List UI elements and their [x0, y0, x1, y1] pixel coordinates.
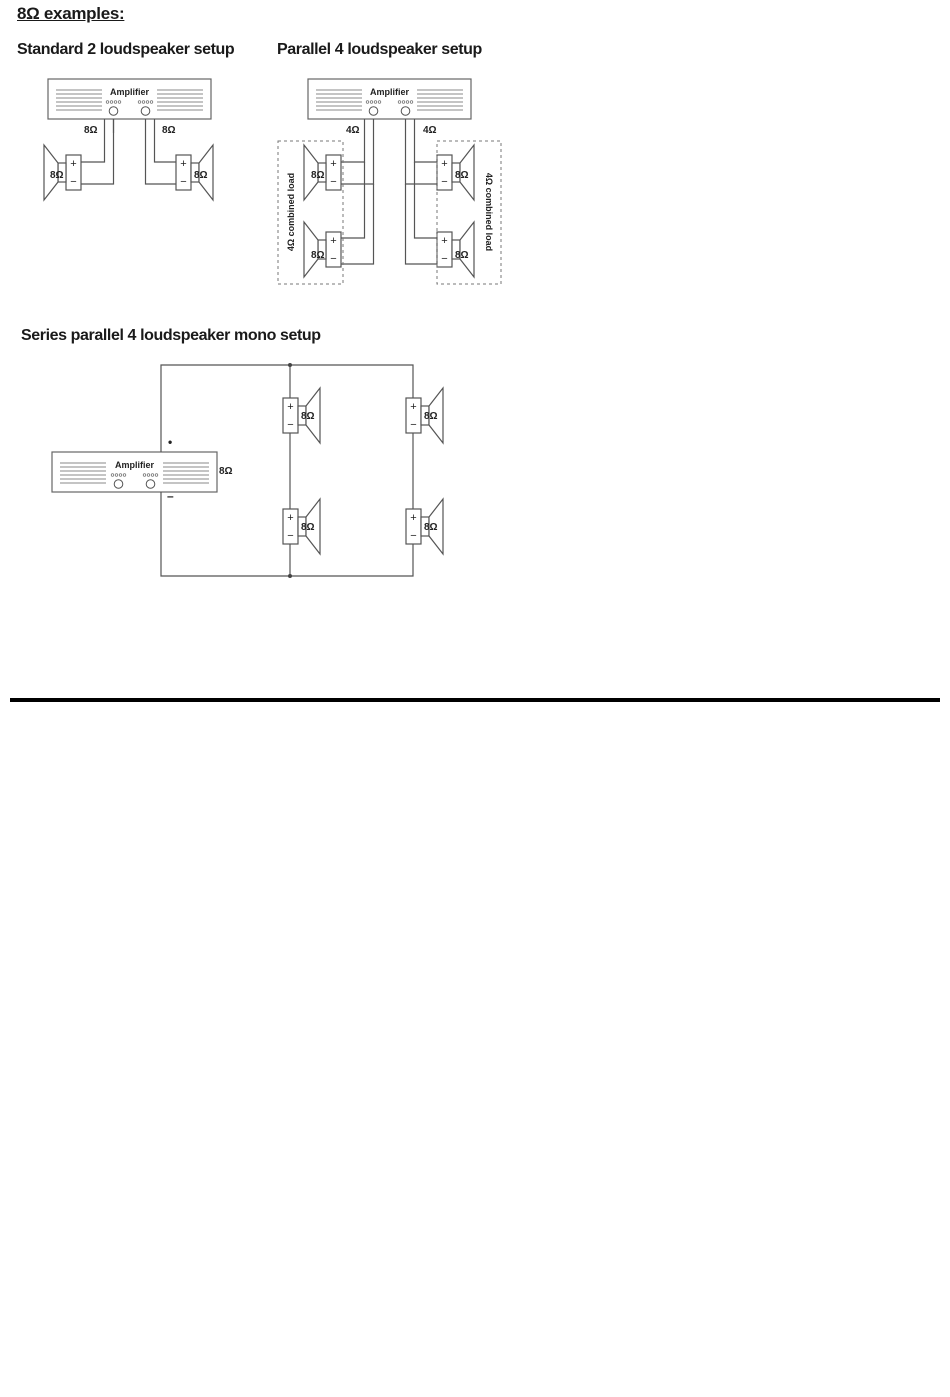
xlr-connector — [369, 107, 378, 116]
label-8-ohm: 8Ω — [311, 250, 325, 261]
amplifier-label: Amplifier — [114, 460, 155, 470]
plus-terminal: + — [410, 401, 417, 413]
amplifier-body — [52, 452, 217, 492]
label-8-ohm: 8Ω — [424, 522, 438, 533]
wire — [406, 184, 438, 264]
plus-terminal: + — [287, 401, 294, 413]
amp-minus-terminal: – — [167, 489, 174, 503]
xlr-connector — [146, 480, 155, 489]
minus-terminal: − — [441, 176, 448, 188]
wire — [341, 162, 365, 238]
section-title-series-parallel: Series parallel 4 loudspeaker mono setup — [21, 327, 321, 344]
combined-load-label-left: 4Ω combined load — [286, 172, 296, 252]
xlr-connector — [401, 107, 410, 116]
label-8-ohm: 8Ω — [194, 170, 208, 181]
minus-terminal: − — [287, 419, 294, 431]
label-8-ohm: 8Ω — [301, 522, 315, 533]
minus-terminal: − — [410, 419, 417, 431]
xlr-connector — [141, 107, 150, 116]
amplifier-parallel — [308, 79, 471, 119]
minus-terminal: − — [70, 176, 77, 188]
minus-terminal: − — [330, 253, 337, 265]
amplifier-mono — [52, 452, 217, 492]
label-8-ohm: 8Ω — [455, 170, 469, 181]
plus-terminal: + — [330, 235, 337, 247]
minus-terminal: − — [330, 176, 337, 188]
amplifier-label: Amplifier — [369, 87, 410, 97]
wire — [341, 184, 374, 264]
label-8-ohm: 8Ω — [424, 411, 438, 422]
label-8-ohm: 8Ω — [162, 125, 176, 136]
label-4-ohm: 4Ω — [423, 125, 437, 136]
label-8-ohm: 8Ω — [311, 170, 325, 181]
plus-terminal: + — [330, 158, 337, 170]
junction-dot — [288, 363, 292, 367]
amplifier-label: Amplifier — [109, 87, 150, 97]
plus-terminal: + — [70, 158, 77, 170]
horizontal-rule — [10, 698, 940, 702]
combined-load-label-right: 4Ω combined load — [484, 172, 494, 252]
label-4-ohm: 4Ω — [346, 125, 360, 136]
label-8-ohm: 8Ω — [50, 170, 64, 181]
minus-terminal: − — [180, 176, 187, 188]
amplifier-standard — [48, 79, 211, 119]
amplifier-body — [48, 79, 211, 119]
amplifier-body — [308, 79, 471, 119]
wire — [415, 162, 438, 238]
plus-terminal: + — [410, 512, 417, 524]
label-8-ohm: 8Ω — [84, 125, 98, 136]
label-8-ohm: 8Ω — [219, 466, 233, 477]
section-title-standard: Standard 2 loudspeaker setup — [17, 41, 235, 58]
junction-dot — [288, 574, 292, 578]
xlr-connector — [114, 480, 123, 489]
plus-terminal: + — [180, 158, 187, 170]
minus-terminal: − — [287, 530, 294, 542]
minus-terminal: − — [441, 253, 448, 265]
amp-plus-terminal: • — [168, 435, 173, 449]
minus-terminal: − — [410, 530, 417, 542]
plus-terminal: + — [441, 158, 448, 170]
label-8-ohm: 8Ω — [455, 250, 469, 261]
plus-terminal: + — [441, 235, 448, 247]
xlr-connector — [109, 107, 118, 116]
plus-terminal: + — [287, 512, 294, 524]
section-title-parallel: Parallel 4 loudspeaker setup — [277, 41, 482, 58]
label-8-ohm: 8Ω — [301, 411, 315, 422]
page-heading: 8Ω examples: — [17, 4, 125, 23]
